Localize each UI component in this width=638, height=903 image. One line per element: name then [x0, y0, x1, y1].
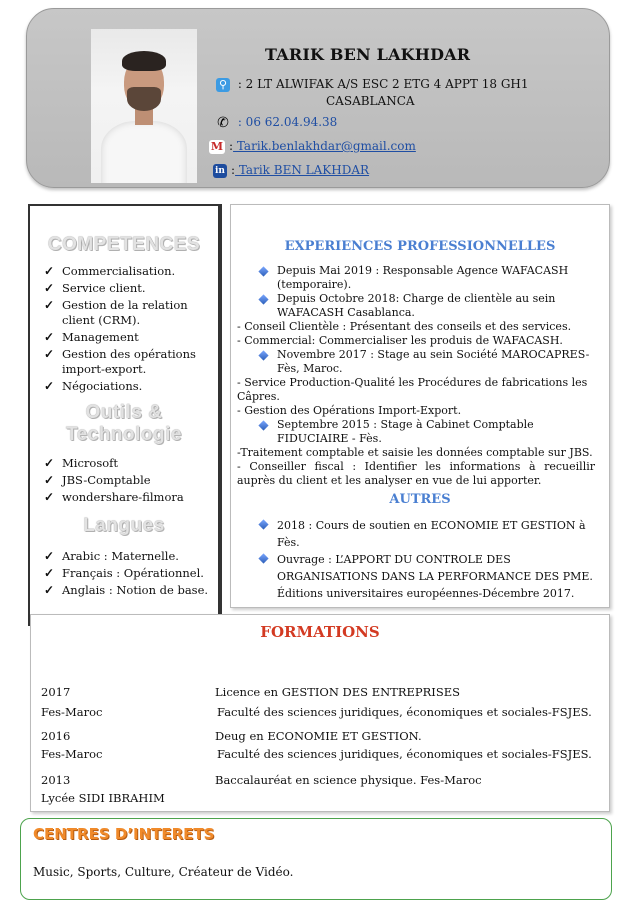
experience-detail: - Conseil Clientèle : Présentant des conseils et des services. — [237, 320, 572, 333]
list-item: ✓ wondershare-filmora — [44, 490, 218, 505]
profile-photo — [91, 29, 197, 183]
experience-detail: - Conseiller fiscal : Identifier les informations à recueillir auprès du client et les analyser en vue de lui apporter. — [237, 460, 595, 487]
list-item: ✓ Négociations. — [44, 379, 218, 394]
address-line-2: CASABLANCA — [326, 93, 415, 108]
formation-degree: Deug en ECONOMIE ET GESTION. — [215, 729, 422, 743]
experience-item: Septembre 2015 : Stage à Cabinet Comptable FIDUCIAIRE - Fès. — [237, 418, 595, 446]
gmail-icon: M — [210, 139, 224, 153]
autres-list — [231, 517, 609, 602]
experience-detail: - Gestion des Opérations Import-Export. — [237, 404, 462, 417]
formation-degree: Baccalauréat en science physique. Fes-Maroc — [215, 773, 482, 787]
experience-item: Novembre 2017 : Stage au sein Société MAROCAPRES- Fès, Maroc. — [237, 348, 595, 376]
experiences-list — [231, 264, 609, 488]
formation-place: Lycée SIDI IBRAHIM — [41, 791, 165, 805]
autres-title: AUTRES — [389, 492, 451, 507]
langues-list — [30, 549, 218, 598]
langues-title: Langues — [83, 515, 165, 536]
photo-beard — [127, 87, 161, 111]
experience-detail: -Traitement comptable et saisie les données comptable sur JBS. — [237, 446, 593, 459]
competences-list — [30, 264, 218, 394]
left-panel — [28, 204, 222, 626]
formation-degree: Licence en GESTION DES ENTREPRISES — [215, 685, 460, 699]
autres-item: Ouvrage : L’APPORT DU CONTROLE DES ORGANISATIONS DANS LA PERFORMANCE DES PME. Éditions universitaires européennes-Décembre 2017. — [237, 551, 595, 602]
linkedin-icon: in — [213, 164, 227, 178]
address-line-1: : 2 LT ALWIFAK A/S ESC 2 ETG 4 APPT 18 GH1 — [237, 77, 529, 91]
phone-number[interactable]: : 06 62.04.94.38 — [237, 115, 338, 129]
formations-title: FORMATIONS — [260, 623, 380, 641]
experience-item: Depuis Mai 2019 : Responsable Agence WAFACASH (temporaire). — [237, 264, 595, 292]
experiences-panel — [230, 204, 610, 608]
linkedin-prefix: : — [231, 163, 236, 177]
formation-year: 2017 — [41, 685, 71, 699]
outils-title: Outils & Technologie — [66, 402, 182, 445]
list-item: ✓ Service client. — [44, 281, 218, 296]
experience-detail: - Service Production-Qualité les Procédures de fabrications les Câpres. — [237, 376, 588, 403]
address — [216, 77, 529, 108]
email — [209, 139, 416, 154]
experiences-title: EXPERIENCES PROFESSIONNELLES — [284, 239, 556, 254]
list-item: ✓ Français : Opérationnel. — [44, 566, 218, 581]
autres-item: 2018 : Cours de soutien en ECONOMIE ET GESTION à Fès. — [237, 517, 595, 551]
email-link[interactable]: Tarik.benlakhdar@gmail.com — [233, 139, 416, 153]
list-item: ✓ Anglais : Notion de base. — [44, 583, 218, 598]
header-card — [26, 8, 610, 188]
interests-text: Music, Sports, Culture, Créateur de Vidéo. — [33, 865, 294, 879]
experience-item: Depuis Octobre 2018: Charge de clientèle au sein WAFACASH Casablanca. — [237, 292, 595, 320]
linkedin-link[interactable]: Tarik BEN LAKHDAR — [235, 163, 370, 177]
location-icon: ⚲ — [216, 78, 230, 92]
list-item: ✓ JBS-Comptable — [44, 473, 218, 488]
interests-title: CENTRES D’INTERETS — [33, 825, 215, 843]
email-prefix: : — [229, 139, 234, 153]
candidate-name: TARIK BEN LAKHDAR — [265, 45, 471, 64]
formation-place: Fes-Maroc — [41, 747, 103, 761]
list-item: ✓ Management — [44, 330, 218, 345]
list-item: ✓ Commercialisation. — [44, 264, 218, 279]
list-item: ✓ Gestion de la relation client (CRM). — [44, 298, 218, 328]
phone — [216, 115, 337, 130]
interests-panel — [20, 818, 612, 900]
list-item: ✓ Microsoft — [44, 456, 218, 471]
competences-title: COMPETENCES — [47, 234, 201, 255]
phone-icon: ✆ — [217, 114, 229, 131]
photo-hair — [122, 51, 166, 71]
formation-year: 2016 — [41, 729, 71, 743]
linkedin — [213, 163, 369, 178]
formations-panel — [30, 614, 610, 812]
outils-list — [30, 456, 218, 505]
formation-school: Faculté des sciences juridiques, économiques et sociales-FSJES. — [217, 705, 592, 719]
formation-school: Faculté des sciences juridiques, économiques et sociales-FSJES. — [217, 747, 592, 761]
formation-place: Fes-Maroc — [41, 705, 103, 719]
list-item: ✓ Arabic : Maternelle. — [44, 549, 218, 564]
list-item: ✓ Gestion des opérations import-export. — [44, 347, 218, 377]
experience-detail: - Commercial: Commercialiser les produis de WAFACASH. — [237, 334, 563, 347]
photo-shirt — [101, 121, 187, 183]
formation-year: 2013 — [41, 773, 71, 787]
